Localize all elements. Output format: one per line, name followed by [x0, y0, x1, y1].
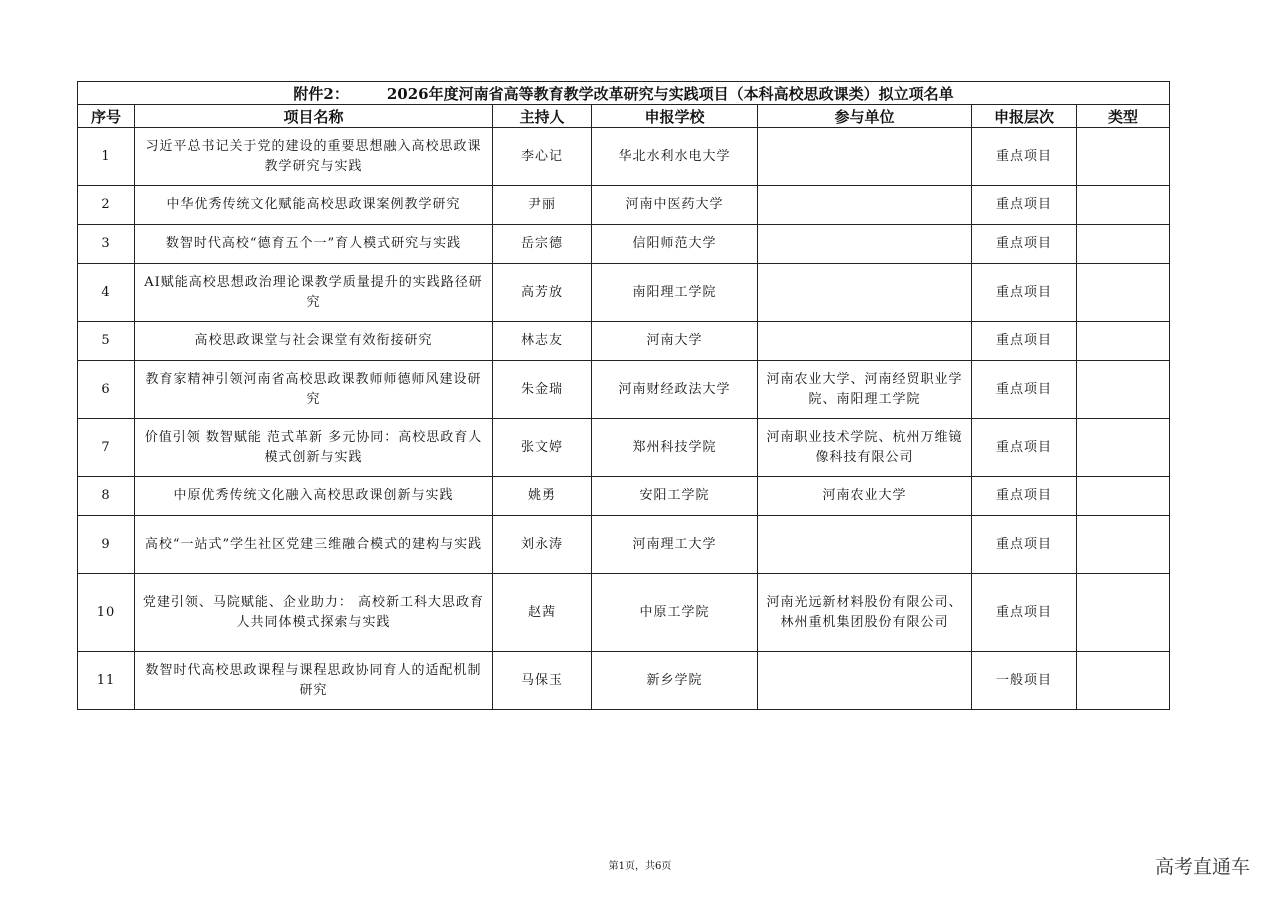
cell-host: 张文婷	[493, 419, 592, 477]
cell-school: 安阳工学院	[592, 477, 758, 516]
cell-type	[1077, 419, 1170, 477]
table-row	[78, 225, 1170, 264]
cell-partners	[758, 322, 972, 361]
project-list-table	[77, 81, 1170, 710]
cell-partners	[758, 225, 972, 264]
col-header-type: 类型	[1077, 105, 1170, 128]
cell-partners: 河南农业大学、河南经贸职业学院、南阳理工学院	[758, 361, 972, 419]
cell-type	[1077, 322, 1170, 361]
page-footer: 第1页，共6页	[608, 861, 672, 872]
cell-no: 3	[78, 225, 135, 264]
cell-project: 教育家精神引领河南省高校思政课教师师德师风建设研究	[135, 361, 493, 419]
cell-no: 1	[78, 128, 135, 186]
cell-project: 习近平总书记关于党的建设的重要思想融入高校思政课教学研究与实践	[135, 128, 493, 186]
cell-level: 重点项目	[972, 322, 1077, 361]
cell-type	[1077, 225, 1170, 264]
cell-type	[1077, 361, 1170, 419]
cell-level: 重点项目	[972, 128, 1077, 186]
cell-school: 河南中医药大学	[592, 186, 758, 225]
cell-partners	[758, 652, 972, 710]
cell-no: 10	[78, 574, 135, 652]
cell-school: 中原工学院	[592, 574, 758, 652]
cell-school: 新乡学院	[592, 652, 758, 710]
cell-school: 河南财经政法大学	[592, 361, 758, 419]
cell-project: 高校思政课堂与社会课堂有效衔接研究	[135, 322, 493, 361]
cell-project: 中华优秀传统文化赋能高校思政课案例教学研究	[135, 186, 493, 225]
cell-host: 赵茜	[493, 574, 592, 652]
cell-no: 11	[78, 652, 135, 710]
col-header-host: 主持人	[493, 105, 592, 128]
cell-level: 重点项目	[972, 477, 1077, 516]
cell-level: 重点项目	[972, 516, 1077, 574]
table-row	[78, 322, 1170, 361]
cell-host: 刘永涛	[493, 516, 592, 574]
table-row	[78, 419, 1170, 477]
col-header-school: 申报学校	[592, 105, 758, 128]
cell-partners: 河南职业技术学院、杭州万维镜像科技有限公司	[758, 419, 972, 477]
cell-school: 河南理工大学	[592, 516, 758, 574]
cell-host: 朱金瑞	[493, 361, 592, 419]
cell-type	[1077, 477, 1170, 516]
table-row	[78, 128, 1170, 186]
cell-type	[1077, 516, 1170, 574]
cell-school: 南阳理工学院	[592, 264, 758, 322]
cell-project: 数智时代高校思政课程与课程思政协同育人的适配机制研究	[135, 652, 493, 710]
col-header-no: 序号	[78, 105, 135, 128]
cell-project: 中原优秀传统文化融入高校思政课创新与实践	[135, 477, 493, 516]
col-header-level: 申报层次	[972, 105, 1077, 128]
cell-type	[1077, 574, 1170, 652]
cell-no: 5	[78, 322, 135, 361]
cell-no: 6	[78, 361, 135, 419]
cell-no: 4	[78, 264, 135, 322]
cell-partners: 河南光远新材料股份有限公司、林州重机集团股份有限公司	[758, 574, 972, 652]
cell-type	[1077, 186, 1170, 225]
table-row	[78, 574, 1170, 652]
cell-no: 9	[78, 516, 135, 574]
cell-project: 党建引领、马院赋能、企业助力： 高校新工科大思政育人共同体模式探索与实践	[135, 574, 493, 652]
cell-partners	[758, 128, 972, 186]
cell-level: 重点项目	[972, 419, 1077, 477]
cell-host: 尹丽	[493, 186, 592, 225]
col-header-project: 项目名称	[135, 105, 493, 128]
cell-host: 李心记	[493, 128, 592, 186]
document-title	[78, 82, 1170, 105]
cell-type	[1077, 128, 1170, 186]
cell-host: 马保玉	[493, 652, 592, 710]
header-row	[78, 105, 1170, 128]
cell-partners: 河南农业大学	[758, 477, 972, 516]
cell-school: 郑州科技学院	[592, 419, 758, 477]
col-header-partners: 参与单位	[758, 105, 972, 128]
cell-level: 重点项目	[972, 361, 1077, 419]
cell-project: 高校“一站式”学生社区党建三维融合模式的建构与实践	[135, 516, 493, 574]
table-row	[78, 516, 1170, 574]
cell-school: 河南大学	[592, 322, 758, 361]
cell-host: 林志友	[493, 322, 592, 361]
table-row	[78, 361, 1170, 419]
table-row	[78, 264, 1170, 322]
cell-no: 2	[78, 186, 135, 225]
cell-type	[1077, 652, 1170, 710]
cell-partners	[758, 516, 972, 574]
table-row	[78, 186, 1170, 225]
cell-no: 8	[78, 477, 135, 516]
cell-project: 价值引领 数智赋能 范式革新 多元协同：高校思政育人模式创新与实践	[135, 419, 493, 477]
cell-host: 岳宗德	[493, 225, 592, 264]
cell-school: 华北水利水电大学	[592, 128, 758, 186]
cell-host: 高芳放	[493, 264, 592, 322]
cell-host: 姚勇	[493, 477, 592, 516]
cell-level: 重点项目	[972, 225, 1077, 264]
cell-level: 重点项目	[972, 186, 1077, 225]
title-text: 2026年度河南省高等教育教学改革研究与实践项目（本科高校思政课类）拟立项名单	[386, 84, 954, 103]
cell-project: AI赋能高校思想政治理论课教学质量提升的实践路径研究	[135, 264, 493, 322]
cell-no: 7	[78, 419, 135, 477]
table-row	[78, 477, 1170, 516]
cell-project: 数智时代高校“德育五个一”育人模式研究与实践	[135, 225, 493, 264]
cell-partners	[758, 186, 972, 225]
watermark: 高考直通车	[1154, 856, 1250, 878]
table-row	[78, 652, 1170, 710]
cell-type	[1077, 264, 1170, 322]
cell-level: 重点项目	[972, 264, 1077, 322]
cell-level: 重点项目	[972, 574, 1077, 652]
cell-level: 一般项目	[972, 652, 1077, 710]
cell-school: 信阳师范大学	[592, 225, 758, 264]
attachment-label: 附件2：	[293, 84, 349, 103]
cell-partners	[758, 264, 972, 322]
